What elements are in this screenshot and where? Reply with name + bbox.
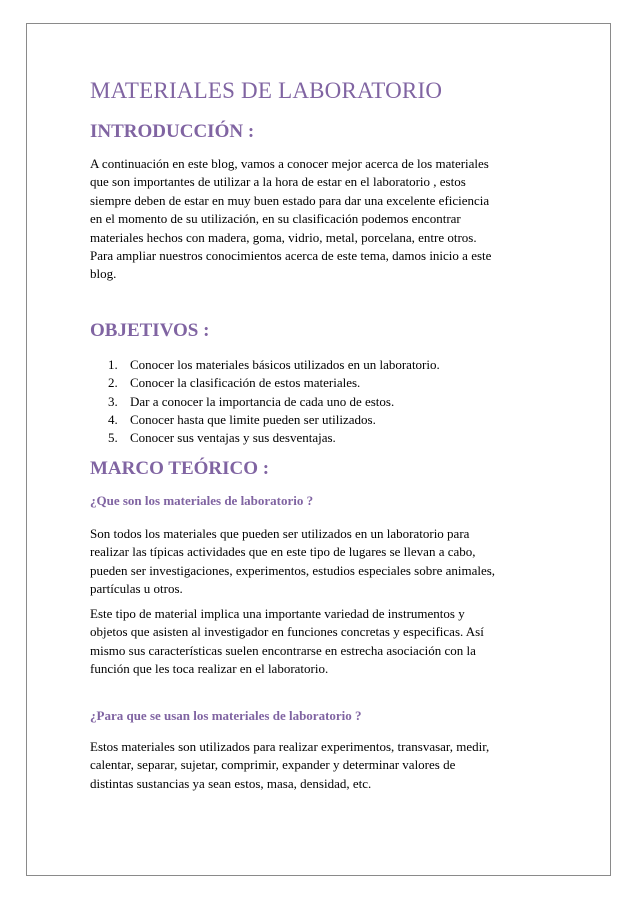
intro-heading: INTRODUCCIÓN :	[90, 121, 255, 142]
intro-line: A continuación en este blog, vamos a conocer mejor acerca de los materiales	[90, 156, 489, 171]
theory-paragraph-1	[90, 525, 552, 599]
list-number: 5.	[108, 430, 118, 446]
paragraph-line: pueden ser investigaciones, experimentos, estudios especiales sobre animales,	[90, 562, 496, 578]
paragraph-line: distintas sustancias ya sean estos, masa, densidad, etc.	[90, 775, 372, 791]
list-item	[90, 429, 440, 447]
objectives-heading: OBJETIVOS :	[90, 320, 210, 341]
intro-line: Para ampliar nuestros conocimientos acerca de este tema, damos inicio a este	[90, 248, 492, 264]
intro-line: blog.	[90, 266, 117, 282]
paragraph-line: Son todos los materiales que pueden ser utilizados en un laboratorio para	[90, 526, 470, 541]
paragraph-line: Este tipo de material implica una importante variedad de instrumentos y	[90, 606, 465, 621]
list-text: Dar a conocer la importancia de cada uno de estos.	[130, 393, 395, 409]
list-number: 4.	[108, 411, 118, 427]
paragraph-line: objetos que asisten al investigador en funciones concretas y especificas. Así	[90, 624, 484, 640]
list-text: Conocer hasta que limite pueden ser utilizados.	[130, 411, 376, 427]
list-text: Conocer sus ventajas y sus desventajas.	[130, 430, 336, 446]
list-number: 2.	[108, 375, 118, 391]
list-number: 1.	[108, 357, 118, 372]
theory-paragraph-3	[90, 738, 552, 793]
question-two: ¿Para que se usan los materiales de laboratorio ?	[90, 708, 362, 723]
theory-paragraph-2	[90, 605, 552, 679]
paragraph-line: función que les toca realizar en el laboratorio.	[90, 661, 329, 677]
intro-line: siempre deben de estar en muy buen estado para dar una excelente eficiencia	[90, 192, 490, 208]
intro-line: materiales hechos con madera, goma, vidrio, metal, porcelana, entre otros.	[90, 229, 477, 245]
list-text: Conocer la clasificación de estos materiales.	[130, 375, 361, 391]
intro-line: en el momento de su utilización, en su clasificación podemos encontrar	[90, 211, 461, 227]
paragraph-line: calentar, separar, sujetar, comprimir, expander y determinar valores de	[90, 757, 456, 773]
document-title: MATERIALES DE LABORATORIO	[90, 78, 443, 103]
paragraph-line: partículas u otros.	[90, 581, 183, 597]
intro-line: que son importantes de utilizar a la hora de estar en el laboratorio , estos	[90, 174, 466, 190]
intro-paragraph	[90, 155, 552, 284]
list-text: Conocer los materiales básicos utilizados en un laboratorio.	[130, 357, 440, 372]
paragraph-line: realizar las típicas actividades que en este tipo de lugares se llevan a cabo,	[90, 544, 476, 560]
paragraph-line: Estos materiales son utilizados para realizar experimentos, transvasar, medir,	[90, 739, 490, 754]
list-item	[90, 393, 440, 411]
objectives-list	[90, 356, 440, 447]
theory-heading: MARCO TEÓRICO :	[90, 458, 270, 479]
list-item	[90, 411, 440, 429]
question-one: ¿Que son los materiales de laboratorio ?	[90, 493, 314, 508]
list-item	[90, 356, 440, 374]
list-item	[90, 374, 440, 392]
list-number: 3.	[108, 393, 118, 409]
paragraph-line: mismo sus características suelen encontrarse en estrecha asociación con la	[90, 642, 476, 658]
